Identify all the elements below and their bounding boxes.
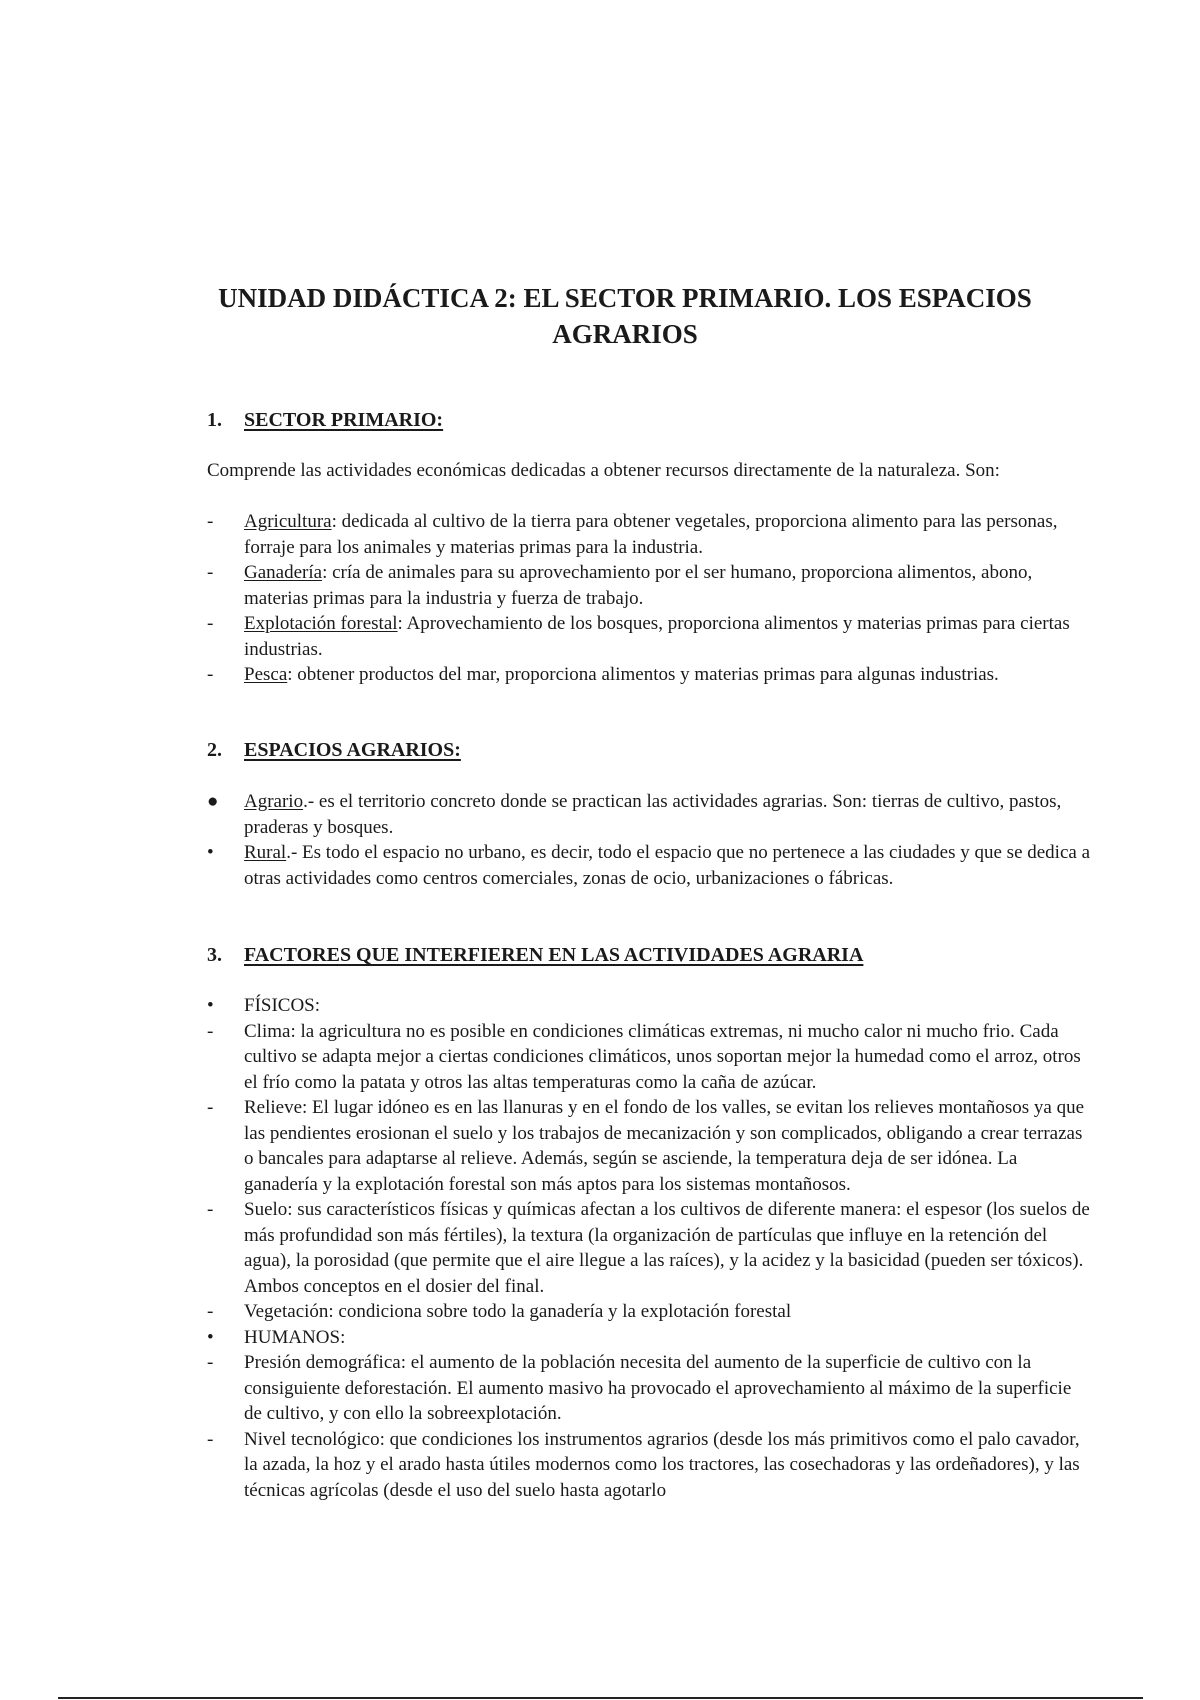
dash-marker: -: [207, 664, 214, 685]
section-title: SECTOR PRIMARIO:: [244, 409, 444, 431]
list-item: [207, 993, 1092, 1019]
dash-marker: -: [207, 1097, 214, 1118]
item-text: FÍSICOS:: [244, 995, 321, 1016]
dash-marker: -: [207, 1428, 214, 1450]
list-item: [207, 1325, 1092, 1351]
list-item: [207, 560, 1092, 611]
section-number: 2.: [207, 739, 222, 761]
agrarian-spaces-list: [207, 789, 1092, 891]
item-text: Relieve: El lugar idóneo es en las llanuras y en el fondo de los valles, se evitan los relieves montañosos ya que las pendientes erosionan el suelo y los trabajos de mecanización y son complicados, obligando a crear terrazas o bancales para adaptarse al relieve. Además, según se asciende, la temperatura deja de ser idónea. La ganadería y la explotación forestal son más aptos para los sistemas montañosos.: [244, 1097, 1084, 1195]
list-item: [207, 1350, 1092, 1427]
section-heading-espacios-agrarios: [207, 737, 461, 763]
bullet-marker: •: [207, 1326, 214, 1348]
definition: : obtener productos del mar, proporciona alimentos y materias primas para algunas industrias.: [287, 664, 999, 685]
term: Explotación forestal: [244, 613, 398, 634]
section-intro: Comprende las actividades económicas dedicadas a obtener recursos directamente de la naturaleza. Son:: [207, 460, 1000, 481]
list-item: [207, 611, 1092, 662]
item-text: Vegetación: condiciona sobre todo la ganadería y la explotación forestal: [244, 1301, 792, 1322]
term: Pesca: [244, 664, 288, 685]
section-heading-sector-primario: [207, 407, 443, 433]
list-item: [207, 1019, 1092, 1096]
section-title: FACTORES QUE INTERFIEREN EN LAS ACTIVIDADES AGRARIA: [244, 944, 864, 966]
bullet-marker: •: [207, 995, 214, 1016]
page-bottom-rule: [58, 1697, 1143, 1699]
primary-activities-list: [207, 509, 1092, 688]
definition: : Aprovechamiento de los bosques, proporciona alimentos y materias primas para ciertas industrias.: [244, 613, 1070, 660]
section-title: ESPACIOS AGRARIOS:: [244, 739, 461, 761]
list-item: [207, 840, 1092, 891]
bullet-marker: ●: [207, 791, 219, 812]
dash-marker: -: [207, 613, 214, 634]
term: Agrario: [244, 791, 304, 812]
item-text: Presión demográfica: el aumento de la población necesita del aumento de la superficie de cultivo con la consiguiente deforestación. El aumento masivo ha provocado el aprovechamiento al máximo de la superficie de cultivo, y con ello la sobreexplotación.: [244, 1352, 1072, 1424]
bullet-marker: •: [207, 842, 214, 863]
term: Agricultura: [244, 511, 332, 532]
item-text: Clima: la agricultura no es posible en condiciones climáticas extremas, ni mucho calor ni mucho frio. Cada cultivo se adapta mejor a ciertas condiciones climáticos, unos soportan mejor la humedad como el arroz, otros el frío como la patata y otros las altas temperaturas como la caña de azúcar.: [244, 1020, 1081, 1093]
definition: : dedicada al cultivo de la tierra para obtener vegetales, proporciona alimento para las personas, forraje para los animales y materias primas para la industria.: [244, 511, 1058, 558]
item-text: Suelo: sus característicos físicas y químicas afectan a los cultivos de diferente manera: el espesor (los suelos de más profundidad son más fértiles), la textura (la organización de partículas que influye en la retención del agua), la porosidad (que permite que el aire llegue a las raíces), y la acidez y la basicidad (pueden ser tóxicos). Ambos conceptos en el dosier del final.: [244, 1199, 1090, 1297]
document-title: UNIDAD DIDÁCTICA 2: EL SECTOR PRIMARIO. LOS ESPACIOS AGRARIOS: [218, 283, 1032, 349]
list-item: [207, 509, 1092, 560]
item-text: HUMANOS:: [244, 1326, 346, 1348]
dash-marker: -: [207, 562, 214, 583]
section-number: 3.: [207, 944, 222, 966]
list-item: [207, 789, 1092, 840]
term: Rural: [244, 842, 287, 863]
dash-marker: -: [207, 1301, 214, 1322]
definition: : cría de animales para su aprovechamiento por el ser humano, proporciona alimentos, abono, materias primas para la industria y fuerza de trabajo.: [244, 562, 1033, 609]
list-item: [207, 1197, 1092, 1299]
dash-marker: -: [207, 1020, 214, 1042]
section-heading-factores: [207, 942, 863, 968]
dash-marker: -: [207, 1199, 214, 1220]
dash-marker: -: [207, 511, 214, 532]
term: Ganadería: [244, 562, 323, 583]
section-number: 1.: [207, 409, 222, 431]
list-item: [207, 662, 1092, 688]
list-item: [207, 1299, 1092, 1325]
definition: .- es el territorio concreto donde se practican las actividades agrarias. Son: tierras de cultivo, pastos, praderas y bosques.: [244, 791, 1062, 838]
dash-marker: -: [207, 1352, 214, 1373]
definition: .- Es todo el espacio no urbano, es decir, todo el espacio que no pertenece a las ciudades y que se dedica a otras actividades como centros comerciales, zonas de ocio, urbanizaciones o fábricas.: [244, 842, 1091, 889]
item-text: Nivel tecnológico: que condiciones los instrumentos agrarios (desde los más primitivos como el palo cavador, la azada, la hoz y el arado hasta útiles modernos como los tractores, las cosechadoras y las ordeñadores), y las técnicas agrícolas (desde el uso del suelo hasta agotarlo: [244, 1428, 1080, 1501]
list-item: [207, 1095, 1092, 1197]
list-item: [207, 1427, 1092, 1504]
factors-list: [207, 993, 1092, 1503]
